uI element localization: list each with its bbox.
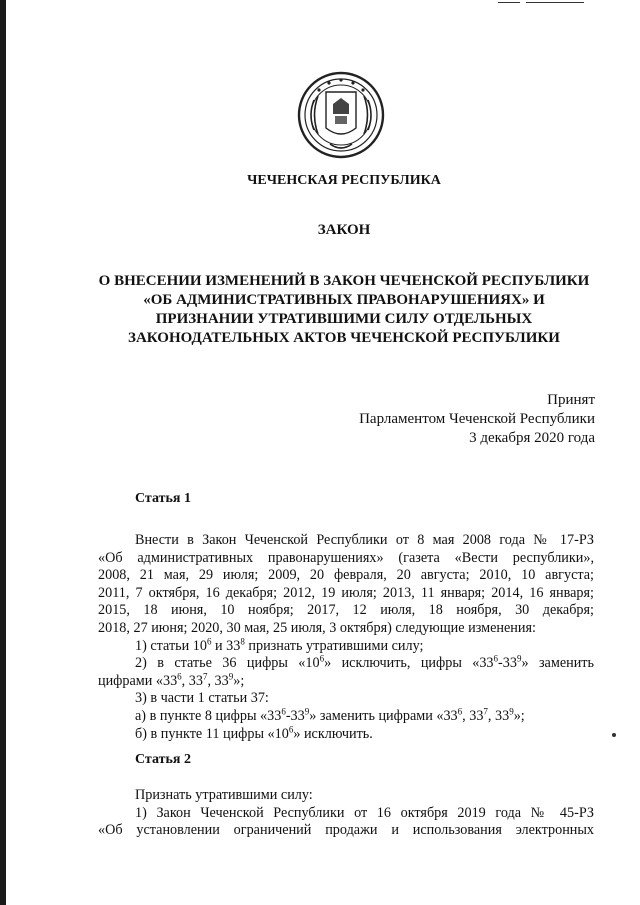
superscript: 9 bbox=[228, 671, 234, 682]
text: -33 bbox=[285, 707, 305, 724]
article-2-heading: Статья 2 bbox=[135, 752, 191, 767]
text: б) в пункте 11 цифры «10 bbox=[135, 725, 289, 742]
text: , 33 bbox=[207, 672, 229, 689]
article-1-item-3: 3) в части 1 статьи 37: bbox=[135, 690, 269, 707]
text: » исключить, цифры «33 bbox=[324, 655, 494, 672]
adoption-block bbox=[359, 391, 595, 448]
article-2-line: «Об установлении ограничений продажи и использования электронных bbox=[98, 822, 594, 839]
text: , 33 bbox=[487, 707, 510, 724]
article-1-line: 2018, 27 июня; 2020, 30 мая, 25 июля, 3 октября) следующие изменения: bbox=[98, 619, 536, 636]
article-1-item-2 bbox=[98, 655, 594, 673]
law-title-line: ПРИЗНАНИИ УТРАТИВШИМИ СИЛУ ОТДЕЛЬНЫХ bbox=[155, 311, 533, 327]
text: » заменить bbox=[521, 655, 594, 672]
adoption-parliament: Парламентом Чеченской Республики bbox=[359, 411, 595, 427]
text: а) в пункте 8 цифры «33 bbox=[135, 707, 282, 724]
superscript: 9 bbox=[304, 706, 310, 717]
article-1-item-2-cont bbox=[98, 673, 594, 691]
law-title-line: «ОБ АДМИНИСТРАТИВНЫХ ПРАВОНАРУШЕНИЯХ» И bbox=[143, 292, 545, 308]
superscript: 6 bbox=[493, 653, 499, 664]
law-title-line: ЗАКОНОДАТЕЛЬНЫХ АКТОВ ЧЕЧЕНСКОЙ РЕСПУБЛИКИ bbox=[128, 330, 560, 346]
superscript: 9 bbox=[509, 706, 514, 717]
article-1-line: Внести в Закон Чеченской Республики от 8 мая 2008 года № 17-РЗ bbox=[135, 532, 594, 548]
scan-artifact bbox=[526, 2, 584, 3]
document-type: ЗАКОН bbox=[317, 222, 371, 238]
superscript: 8 bbox=[240, 635, 245, 646]
law-title bbox=[94, 272, 594, 348]
article-1-line: 2011, 7 октября, 16 декабря; 2012, 19 июля; 2013, 11 января; 2014, 16 января; bbox=[98, 584, 594, 601]
article-1-line: «Об административных правонарушениях» (газета «Вести республики», bbox=[98, 549, 594, 566]
text: »; bbox=[513, 707, 525, 724]
article-2-body bbox=[98, 787, 594, 840]
text: » заменить цифрами «33 bbox=[309, 707, 458, 724]
text: , 33 bbox=[462, 707, 484, 724]
article-1-heading: Статья 1 bbox=[135, 491, 191, 506]
article-2-intro: Признать утратившими силу: bbox=[135, 787, 313, 803]
scan-artifact bbox=[498, 2, 520, 3]
scan-border bbox=[0, 0, 6, 905]
article-1-item-3a bbox=[98, 708, 594, 726]
article-1-line: 2015, 18 июня, 10 ноября; 2017, 12 июля, 18 ноября, 30 декабря; bbox=[98, 602, 594, 619]
republic-name: ЧЕЧЕНСКАЯ РЕСПУБЛИКА bbox=[247, 173, 441, 188]
superscript: 9 bbox=[516, 653, 522, 664]
superscript: 7 bbox=[483, 706, 488, 717]
superscript: 6 bbox=[206, 635, 212, 646]
adoption-date: 3 декабря 2020 года bbox=[469, 430, 595, 446]
text: -33 bbox=[498, 655, 517, 672]
text: 2) в статье 36 цифры «10 bbox=[135, 655, 320, 672]
superscript: 7 bbox=[202, 671, 208, 682]
superscript: 6 bbox=[288, 723, 294, 734]
text: 1) статьи 10 bbox=[135, 637, 207, 654]
adoption-accepted: Принят bbox=[547, 392, 595, 408]
superscript: 6 bbox=[319, 653, 325, 664]
article-1-line: 2008, 21 мая, 29 июля; 2009, 20 февраля, 20 августа; 2010, 10 августа; bbox=[98, 567, 594, 584]
text: »; bbox=[233, 672, 245, 689]
coat-of-arms-icon bbox=[296, 70, 386, 160]
article-1-item-3b bbox=[98, 723, 594, 744]
article-1-body bbox=[98, 532, 594, 743]
scan-artifact bbox=[612, 733, 616, 737]
text: » исключить. bbox=[293, 725, 373, 742]
law-title-line: О ВНЕСЕНИИ ИЗМЕНЕНИЙ В ЗАКОН ЧЕЧЕНСКОЙ РЕСПУБЛИКИ bbox=[98, 273, 590, 289]
superscript: 6 bbox=[457, 706, 463, 717]
superscript: 6 bbox=[177, 671, 182, 682]
article-2-line: 1) Закон Чеченской Республики от 16 октября 2019 года № 45-РЗ bbox=[135, 804, 594, 821]
text: признать утратившими силу; bbox=[244, 637, 424, 654]
text: , 33 bbox=[181, 672, 203, 689]
superscript: 6 bbox=[281, 706, 286, 717]
text: и 33 bbox=[211, 637, 241, 654]
text: цифрами «33 bbox=[98, 672, 178, 689]
